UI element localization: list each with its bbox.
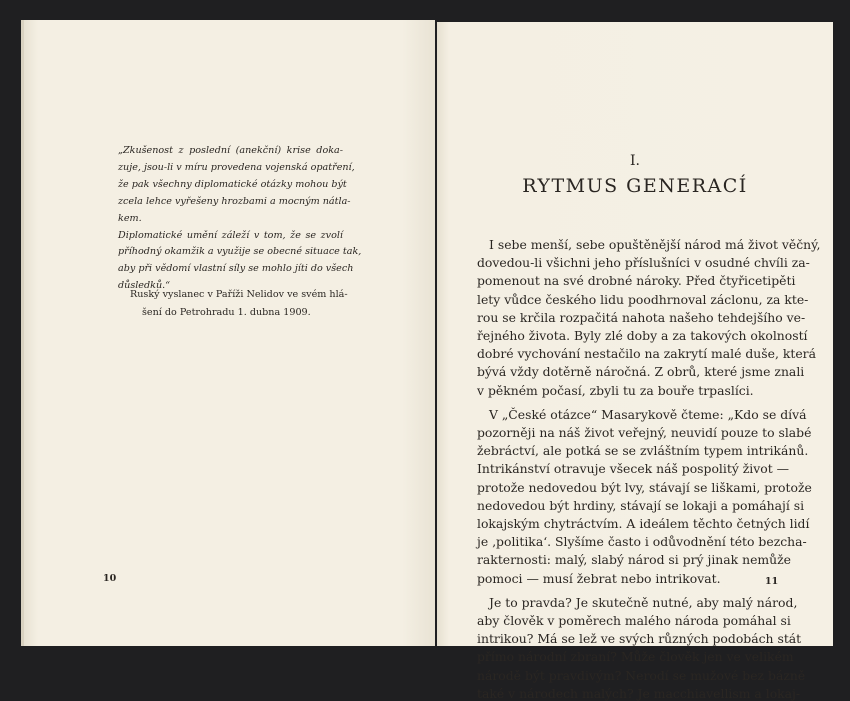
text-line: pomenout na své drobné nároky. Před čtyřicetipěti — [477, 273, 796, 289]
text-line: lokajským chytráctvím. A ideálem těchto četných lidí — [477, 516, 810, 531]
page-number-left: 10 — [103, 573, 117, 584]
text-line: zcela lehce vyřešeny hrozbami a mocným nátla- — [118, 195, 351, 207]
text-line: „Zkušenost z poslední (anekční) krise doka- — [118, 145, 343, 156]
text-line: zuje, jsou-li v míru provedena vojenská opatření, — [118, 161, 355, 173]
right-page — [437, 22, 833, 701]
text-line: příhodný okamžik a využije se obecné situace tak, — [118, 246, 362, 258]
left-page — [24, 20, 435, 646]
text-line: dovedou-li všichni jeho příslušníci v osudné chvíli za- — [477, 255, 810, 271]
text-line: bývá vždy dotěrně náročná. Z obrů, které jsme znali — [477, 364, 805, 380]
text-line: pomoci — musí žebrat nebo intrikovat. — [477, 570, 721, 586]
text-line: národě být pravdivým? Nerodí se mužové bez bázně — [477, 667, 806, 683]
text-line: kem. — [118, 212, 142, 224]
text-line: intrikou? Má se lež ve svých různých podobách stát — [477, 631, 802, 647]
text-line: Intrikánství otravuje všecek náš pospolitý život — — [477, 461, 790, 477]
chapter-number: I. — [630, 153, 640, 169]
text-line: Ruský vyslanec v Paříži Nelidov ve svém hlá- — [130, 289, 348, 300]
text-line: I sebe menší, sebe opuštěnější národ má život věčný, — [489, 237, 821, 252]
text-line: Je to pravda? Je skutečně nutné, aby malý národ, — [489, 594, 798, 610]
text-line: pozorněji na náš život veřejný, neuvidí pouze to slabé — [477, 425, 812, 440]
text-line: Diplomatické umění záleží v tom, že se zvolí — [118, 229, 343, 241]
text-line: také v národech malých? Je macchiavellism a lokaj- — [477, 685, 801, 701]
text-line: přímo národní zbraní? Může člověk jen ve velikém — [477, 649, 794, 665]
text-line: řejného života. Byly zlé doby a za takových okolností — [477, 328, 808, 343]
text-line: V „České otázce“ Masarykově čteme: „Kdo se dívá — [489, 406, 807, 422]
text-line: je ‚politika‘. Slyšíme často i odůvodnění této bezcha- — [477, 534, 807, 550]
page-number-right: 11 — [765, 576, 779, 587]
text-line: důsledků.“ — [118, 280, 171, 292]
chapter-title: RYTMUS GENERACÍ — [522, 175, 748, 197]
text-line: rakternosti: malý, slabý národ si prý jinak nemůže — [477, 552, 792, 568]
text-line: protože nedovedou být lvy, stávají se liškami, protože — [477, 479, 812, 495]
text-line: rou se krčila rozpačitá nahota našeho tehdejšího ve- — [477, 309, 806, 325]
text-line: aby při vědomí vlastní síly se mohlo jíti do všech — [118, 263, 354, 275]
text-line: aby člověk v poměrech malého národa pomáhal si — [477, 613, 791, 628]
text-line: že pak všechny diplomatické otázky mohou být — [118, 178, 347, 190]
text-line: v pěkném počasí, zbyli tu za bouře trpaslíci. — [477, 382, 754, 398]
text-line: dobré vychování nestačilo na zakrytí malé duše, která — [477, 346, 816, 362]
text-line: šení do Petrohradu 1. dubna 1909. — [142, 306, 311, 318]
text-line: žebráctví, ale potká se se zvláštním typem intrikánů. — [477, 443, 809, 459]
text-line: lety vůdce českého lidu poodhrnoval záclonu, za kte- — [477, 291, 809, 307]
text-line: nedovedou být hrdiny, stávají se lokaji a pomáhají si — [477, 497, 805, 513]
